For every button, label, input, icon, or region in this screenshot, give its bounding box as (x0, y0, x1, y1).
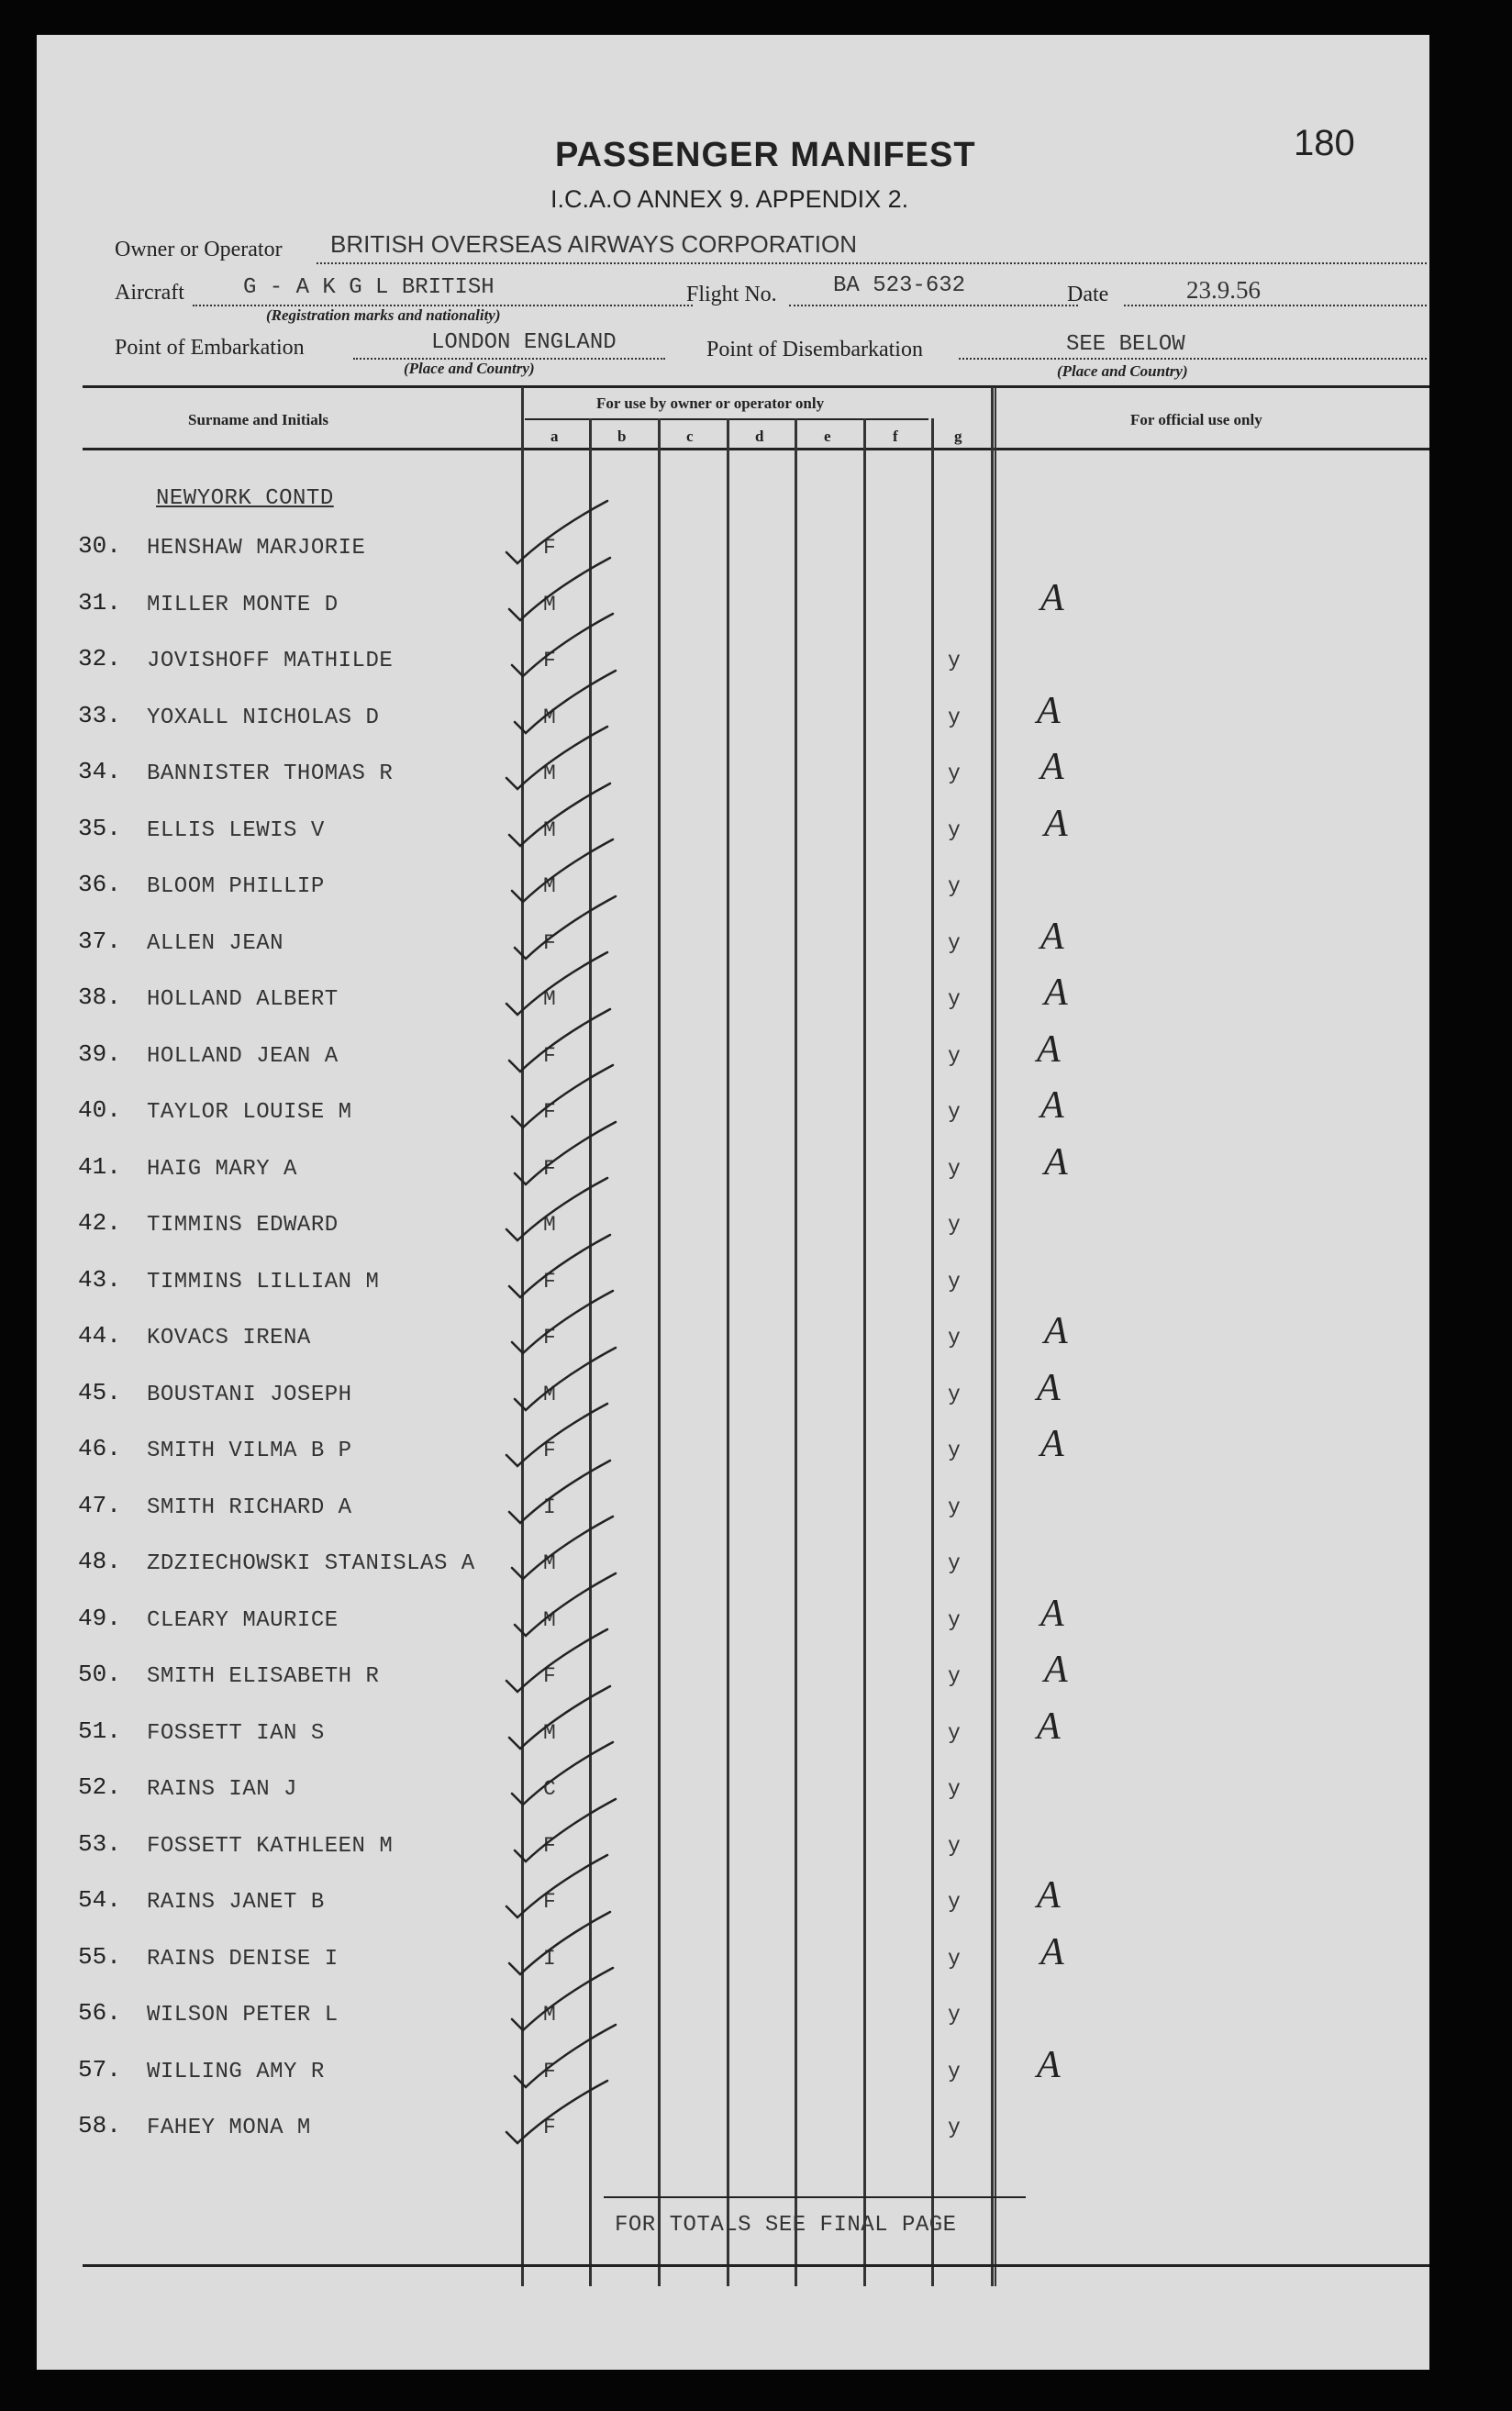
official-mark: A (1040, 1593, 1064, 1635)
sex-code: F (543, 1100, 556, 1124)
embark-caption: (Place and Country) (404, 360, 535, 377)
sex-code: M (543, 593, 556, 617)
passenger-name: RAINS IAN J (147, 1777, 297, 1802)
row-number: 46. (78, 1435, 121, 1462)
column-g-mark: y (948, 874, 961, 898)
passenger-name: HAIG MARY A (147, 1157, 297, 1182)
column-g-mark: y (948, 1100, 961, 1124)
row-number: 49. (78, 1605, 121, 1632)
passenger-name: YOXALL NICHOLAS D (147, 706, 380, 730)
sex-code: M (543, 761, 556, 785)
column-g-mark: y (948, 1326, 961, 1350)
column-g-mark: y (948, 2116, 961, 2139)
check-mark (506, 2081, 607, 2143)
column-g-mark: y (948, 1157, 961, 1181)
column-g-mark: y (948, 1044, 961, 1068)
aircraft-caption: (Registration marks and nationality) (266, 306, 501, 324)
column-g-mark: y (948, 1439, 961, 1462)
row-number: 35. (78, 815, 121, 842)
subcol-f: f (893, 428, 898, 445)
passenger-name: FOSSETT KATHLEEN M (147, 1834, 394, 1859)
row-number: 42. (78, 1209, 121, 1237)
disembark-caption: (Place and Country) (1057, 362, 1188, 380)
sex-code: I (543, 1947, 556, 1971)
sex-code: F (543, 1890, 556, 1914)
check-mark (506, 1404, 607, 1466)
check-mark (509, 1009, 610, 1072)
sex-code: I (543, 1495, 556, 1519)
official-mark: A (1040, 577, 1064, 619)
official-mark: A (1037, 1367, 1061, 1409)
check-mark (515, 1348, 616, 1410)
check-mark (512, 1065, 613, 1128)
column-g-mark: y (948, 1721, 961, 1745)
row-number: 47. (78, 1492, 121, 1519)
sex-code: F (543, 2060, 556, 2083)
check-mark (515, 1122, 616, 1184)
official-mark: A (1037, 690, 1061, 732)
aircraft-value: G - A K G L BRITISH (243, 275, 495, 300)
check-mark (515, 2025, 616, 2087)
totals-note: FOR TOTALS SEE FINAL PAGE (615, 2213, 957, 2238)
col-operator-header: For use by owner or operator only (596, 394, 825, 412)
subcol-b: b (617, 428, 627, 445)
column-g-mark: y (948, 1608, 961, 1632)
check-mark (509, 783, 610, 846)
subcol-g: g (954, 428, 962, 445)
sex-code: F (543, 1270, 556, 1294)
row-number: 37. (78, 928, 121, 955)
column-g-mark: y (948, 706, 961, 729)
passenger-name: CLEARY MAURICE (147, 1608, 339, 1633)
manifest-sheet (37, 35, 1429, 2370)
official-mark: A (1044, 1649, 1068, 1691)
row-number: 38. (78, 983, 121, 1011)
check-mark (509, 1461, 610, 1523)
official-mark: A (1040, 1931, 1064, 1973)
sex-code: F (543, 2116, 556, 2139)
check-mark (509, 1686, 610, 1749)
passenger-name: HOLLAND ALBERT (147, 987, 339, 1012)
check-mark (506, 1855, 607, 1917)
sex-code: M (543, 1608, 556, 1632)
check-mark (506, 1178, 607, 1240)
passenger-name: TIMMINS EDWARD (147, 1213, 339, 1238)
passenger-name: KOVACS IRENA (147, 1326, 311, 1350)
row-number: 57. (78, 2056, 121, 2083)
passenger-name: HENSHAW MARJORIE (147, 536, 366, 561)
row-number: 39. (78, 1040, 121, 1068)
check-mark (512, 614, 613, 676)
sex-code: M (543, 987, 556, 1011)
sex-code: M (543, 2003, 556, 2027)
sex-code: F (543, 536, 556, 560)
check-mark (512, 1968, 613, 2030)
row-number: 30. (78, 532, 121, 560)
row-number: 50. (78, 1661, 121, 1688)
manifest-subtitle: I.C.A.O ANNEX 9. APPENDIX 2. (550, 185, 909, 213)
column-g-mark: y (948, 1777, 961, 1801)
row-number: 44. (78, 1322, 121, 1350)
passenger-name: JOVISHOFF MATHILDE (147, 649, 394, 673)
passenger-name: ZDZIECHOWSKI STANISLAS A (147, 1551, 475, 1576)
passenger-name: FOSSETT IAN S (147, 1721, 325, 1746)
row-number: 32. (78, 645, 121, 672)
passenger-name: WILSON PETER L (147, 2003, 339, 2028)
sex-code: F (543, 1044, 556, 1068)
sex-code: F (543, 931, 556, 955)
column-g-mark: y (948, 1947, 961, 1971)
passenger-name: ELLIS LEWIS V (147, 818, 325, 843)
subcol-e: e (824, 428, 831, 445)
row-number: 31. (78, 589, 121, 617)
passenger-name: WILLING AMY R (147, 2060, 325, 2084)
embark-label: Point of Embarkation (115, 336, 305, 360)
section-heading: NEWYORK CONTD (156, 486, 334, 511)
passenger-name: RAINS DENISE I (147, 1947, 339, 1972)
date-label: Date (1067, 283, 1109, 306)
column-g-mark: y (948, 987, 961, 1011)
sex-code: F (543, 1439, 556, 1462)
official-mark: A (1044, 1310, 1068, 1352)
owner-value: BRITISH OVERSEAS AIRWAYS CORPORATION (330, 230, 858, 258)
column-g-mark: y (948, 1383, 961, 1406)
column-g-mark: y (948, 2003, 961, 2027)
table-bottom-rule (83, 2264, 1429, 2267)
subcol-d: d (755, 428, 764, 445)
subcol-c: c (686, 428, 694, 445)
column-g-mark: y (948, 1664, 961, 1688)
row-number: 45. (78, 1379, 121, 1406)
column-g-mark: y (948, 1213, 961, 1237)
passenger-name: TIMMINS LILLIAN M (147, 1270, 380, 1294)
column-g-mark: y (948, 1495, 961, 1519)
sex-code: M (543, 818, 556, 842)
row-number: 56. (78, 1999, 121, 2027)
column-g-mark: y (948, 2060, 961, 2083)
check-mark (509, 1912, 610, 1974)
column-g-mark: y (948, 1890, 961, 1914)
date-value: 23.9.56 (1186, 276, 1261, 304)
row-number: 48. (78, 1548, 121, 1575)
passenger-name: ALLEN JEAN (147, 931, 284, 956)
passenger-name: SMITH RICHARD A (147, 1495, 352, 1520)
check-mark (515, 1573, 616, 1636)
column-g-mark: y (948, 931, 961, 955)
check-mark (506, 727, 607, 789)
passenger-name: MILLER MONTE D (147, 593, 339, 617)
official-mark: A (1040, 916, 1064, 958)
check-mark (506, 952, 607, 1015)
check-mark (512, 1517, 613, 1579)
column-g-mark: y (948, 818, 961, 842)
row-number: 33. (78, 702, 121, 729)
row-number: 43. (78, 1266, 121, 1294)
checkmark-overlay (37, 35, 1429, 2370)
official-mark: A (1044, 1141, 1068, 1183)
passenger-name: BANNISTER THOMAS R (147, 761, 394, 786)
sex-code: M (543, 1551, 556, 1575)
sex-code: M (543, 874, 556, 898)
official-mark: A (1040, 1423, 1064, 1465)
flight-label: Flight No. (686, 283, 777, 306)
page-number: 180 (1294, 123, 1355, 163)
check-mark (509, 558, 610, 620)
column-g-mark: y (948, 761, 961, 785)
official-mark: A (1037, 2044, 1061, 2086)
sex-code: M (543, 1213, 556, 1237)
column-g-mark: y (948, 1551, 961, 1575)
passenger-name: SMITH ELISABETH R (147, 1664, 380, 1689)
disembark-value: SEE BELOW (1066, 332, 1185, 357)
sex-code: F (543, 1157, 556, 1181)
check-mark (515, 896, 616, 959)
official-mark: A (1040, 746, 1064, 788)
passenger-name: SMITH VILMA B P (147, 1439, 352, 1463)
sex-code: M (543, 706, 556, 729)
official-mark: A (1044, 972, 1068, 1014)
row-number: 54. (78, 1886, 121, 1914)
passenger-name: FAHEY MONA M (147, 2116, 311, 2140)
owner-label: Owner or Operator (115, 238, 283, 261)
sex-code: F (543, 1664, 556, 1688)
sex-code: F (543, 1326, 556, 1350)
row-number: 55. (78, 1943, 121, 1971)
passenger-name: TAYLOR LOUISE M (147, 1100, 352, 1125)
check-mark (515, 671, 616, 733)
flight-value: BA 523-632 (833, 273, 966, 298)
sex-code: C (543, 1777, 556, 1801)
sex-code: M (543, 1721, 556, 1745)
column-g-mark: y (948, 649, 961, 672)
passenger-name: HOLLAND JEAN A (147, 1044, 339, 1069)
passenger-name: BOUSTANI JOSEPH (147, 1383, 352, 1407)
embark-value: LONDON ENGLAND (431, 330, 617, 355)
official-mark: A (1037, 1028, 1061, 1071)
disembark-label: Point of Disembarkation (706, 338, 923, 361)
official-mark: A (1040, 1084, 1064, 1127)
sex-code: F (543, 1834, 556, 1858)
official-mark: A (1037, 1874, 1061, 1917)
column-g-mark: y (948, 1834, 961, 1858)
official-mark: A (1044, 803, 1068, 845)
aircraft-label: Aircraft (115, 281, 184, 305)
row-number: 58. (78, 2112, 121, 2139)
check-mark (512, 1742, 613, 1805)
row-number: 40. (78, 1096, 121, 1124)
row-number: 52. (78, 1773, 121, 1801)
check-mark (509, 1235, 610, 1297)
sex-code: M (543, 1383, 556, 1406)
check-mark (506, 501, 607, 563)
row-number: 36. (78, 871, 121, 898)
subcol-a: a (550, 428, 559, 445)
row-number: 41. (78, 1153, 121, 1181)
sex-code: F (543, 649, 556, 672)
row-number: 51. (78, 1717, 121, 1745)
row-number: 53. (78, 1830, 121, 1858)
row-number: 34. (78, 758, 121, 785)
check-mark (512, 839, 613, 902)
col-official-header: For official use only (1130, 411, 1262, 428)
col-surname-header: Surname and Initials (188, 411, 329, 428)
official-mark: A (1037, 1705, 1061, 1748)
check-mark (512, 1291, 613, 1353)
passenger-name: RAINS JANET B (147, 1890, 325, 1915)
check-mark (506, 1629, 607, 1692)
passenger-name: BLOOM PHILLIP (147, 874, 325, 899)
check-mark (515, 1799, 616, 1861)
column-g-mark: y (948, 1270, 961, 1294)
manifest-title: PASSENGER MANIFEST (555, 136, 976, 174)
